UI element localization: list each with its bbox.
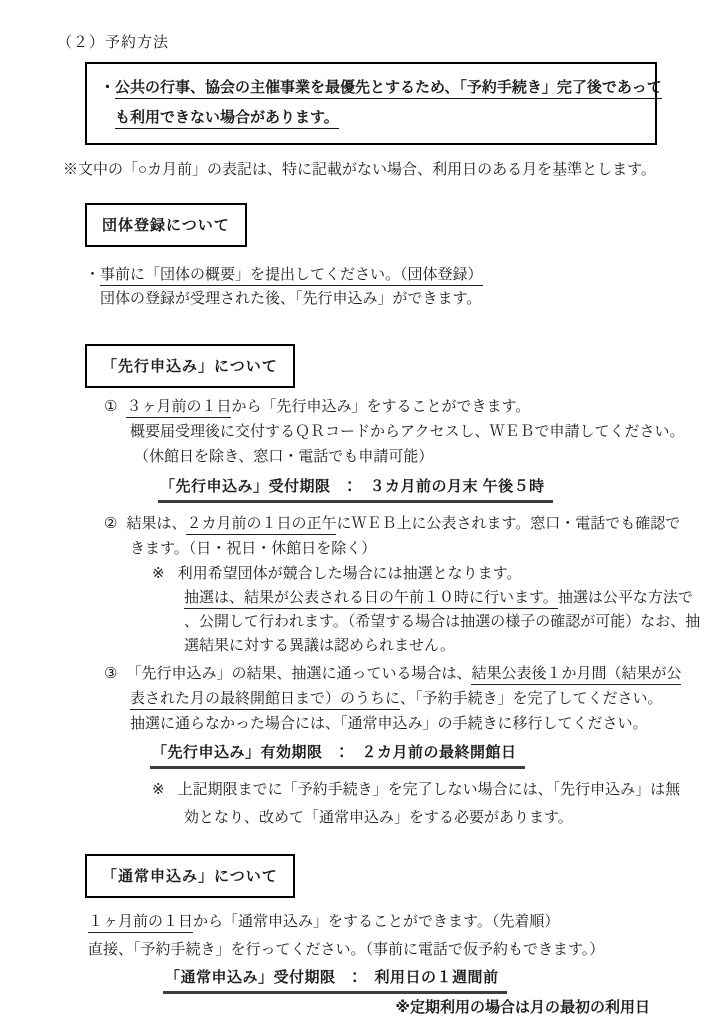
- advance-validity-deadline: 「先行申込み」有効期限 ： ２カ月前の最終開館日: [150, 741, 525, 769]
- item-2-pre: 結果は、: [126, 516, 187, 532]
- item-3-pre: 「先行申込み」の結果、抽選に通っている場合は、: [126, 666, 472, 682]
- expiry-note-text-1: 上記期限までに「予約手続き」を完了しない場合には、「先行申込み」は無: [177, 782, 681, 798]
- group-registration-section: [85, 203, 724, 247]
- advance-item-2-line-1: [0, 512, 724, 537]
- priority-notice-box: [85, 62, 662, 145]
- expiry-note-mark: ※: [152, 782, 165, 798]
- notice-bullet: ・: [100, 79, 116, 96]
- item-3-underlined-1: 結果公表後１か月間（結果が公: [471, 666, 681, 685]
- lottery-note-underlined: 抽選は、結果が公表される日の午前１０時に行います。: [184, 590, 558, 609]
- item-3-rest: 、「予約手続き」を完了してください。: [400, 691, 663, 707]
- lottery-note-line-4: 選結果に対する異議は認められません。: [184, 638, 455, 654]
- advance-application-section: [85, 344, 724, 388]
- normal-rest: から「通常申込み」をすることができます。（先着順）: [193, 914, 560, 930]
- lottery-note-mark: ※: [152, 566, 165, 582]
- group-registration-heading: 団体登録について: [85, 203, 247, 247]
- expiry-note-line-1: [0, 776, 724, 804]
- lottery-note-rest: 抽選は公平な方法で: [557, 590, 693, 606]
- normal-deadline-wrap: [163, 966, 724, 994]
- normal-application-heading: 「通常申込み」について: [85, 854, 295, 898]
- advance-application-heading: 「先行申込み」について: [85, 344, 295, 388]
- lottery-note-line-3: 、公開して行われます。（希望する場合は抽選の様子の確認が可能）なお、抽: [184, 614, 701, 630]
- advance-item-3-line-2: [0, 687, 724, 712]
- notice-line-1-text: 公共の行事、協会の主催事業を最優先とするため、「予約手続き」完了後であって: [115, 79, 662, 99]
- advance-application-deadline: 「先行申込み」受付期限 ： ３カ月前の月末 午後５時: [158, 475, 553, 503]
- item-2-underlined: ２カ月前の１日の正午: [186, 516, 336, 535]
- advance-deadline-wrap: [158, 475, 724, 503]
- group-line-1-text: 事前に「団体の概要」を提出してください。（団体登録）: [100, 267, 483, 286]
- advance-item-2-line-2: きます。（日・祝日・休館日を除く）: [130, 541, 377, 557]
- normal-application-section: [85, 854, 724, 898]
- item-1-underlined: ３ヶ月前の１日: [126, 399, 231, 418]
- advance-item-1-line-2: 概要届受理後に交付するＱＲコードからアクセスし、ＷＥＢで申請してください。: [130, 424, 685, 440]
- normal-line-2: 直接、「予約手続き」を行ってください。（事前に電話で仮予約もできます。）: [88, 942, 605, 958]
- item-2-rest: にＷＥＢ上に公表されます。窓口・電話でも確認で: [336, 516, 681, 532]
- lottery-note-text-1: 利用希望団体が競合した場合には抽選となります。: [177, 566, 522, 582]
- lottery-note-line-2: [0, 586, 724, 610]
- advance-item-1-line-3: （休館日を除き、窓口・電話でも申請可能）: [134, 449, 434, 465]
- normal-line-1: [0, 908, 724, 936]
- expiry-note-line-2: 効となり、改めて「通常申込み」をする必要があります。: [184, 810, 573, 826]
- lottery-note-line-1: [0, 562, 724, 586]
- notice-line-1: [100, 73, 662, 103]
- item-3-number: ③: [104, 666, 118, 682]
- notice-line-2: [100, 103, 643, 133]
- group-registration-line-2: 団体の登録が受理された後、「先行申込み」ができます。: [100, 291, 482, 307]
- advance-item-3-line-3: 抽選に通らなかった場合には、「通常申込み」の手続きに移行してください。: [130, 716, 648, 732]
- item-1-rest: から「先行申込み」をすることができます。: [231, 399, 531, 415]
- advance-validity-wrap: [150, 741, 724, 769]
- month-basis-note: ※文中の「○カ月前」の表記は、特に記載がない場合、利用日のある月を基準とします。: [63, 162, 656, 178]
- item-2-number: ②: [104, 516, 118, 532]
- notice-line-2-text: も利用できない場合があります。: [115, 109, 339, 129]
- advance-item-1-line-1: [0, 395, 724, 420]
- page-title: （２）予約方法: [57, 35, 170, 51]
- item-3-underlined-2: 表された月の最終開館日まで）のうちに: [130, 691, 400, 710]
- advance-item-3-line-1: [0, 662, 724, 687]
- group-registration-line-1: [0, 263, 724, 287]
- normal-underlined: １ヶ月前の１日: [88, 914, 193, 933]
- group-bullet: ・: [85, 267, 101, 283]
- normal-application-deadline: 「通常申込み」受付期限 ： 利用日の１週間前: [163, 966, 507, 994]
- item-1-number: ①: [104, 399, 118, 415]
- periodic-use-note: ※定期利用の場合は月の最初の利用日: [395, 999, 650, 1016]
